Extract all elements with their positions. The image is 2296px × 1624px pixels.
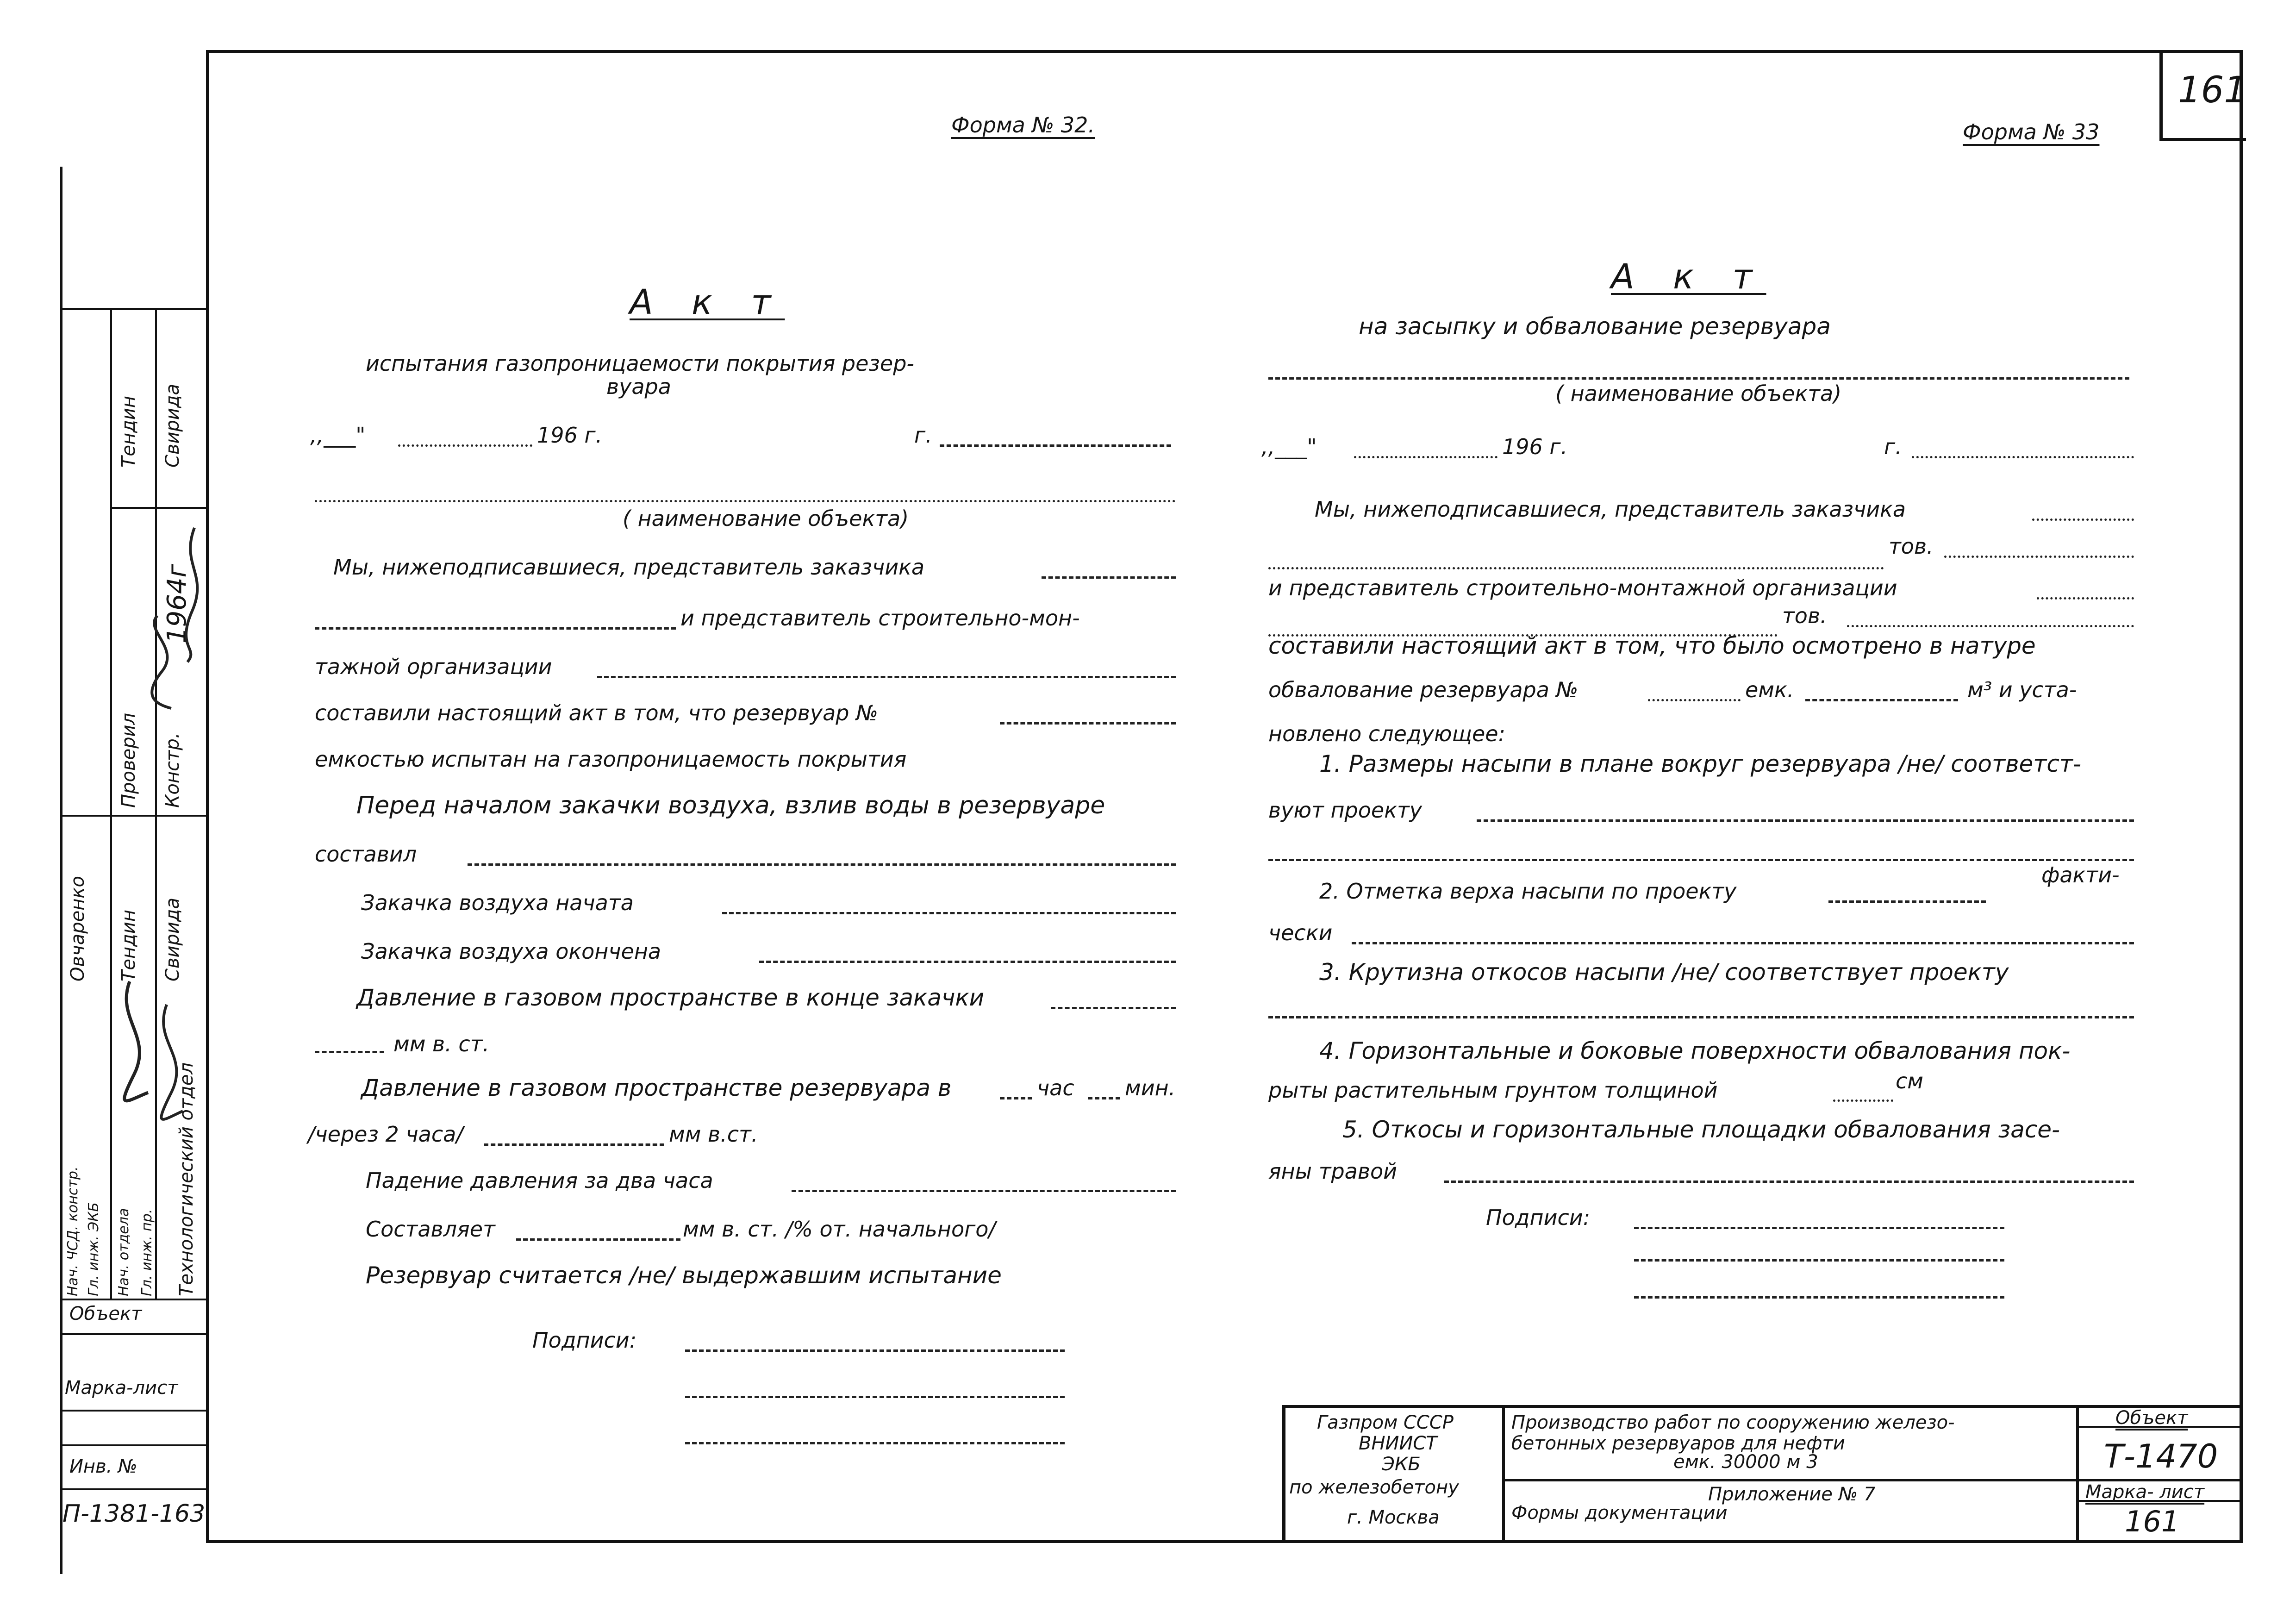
form-33-line-3: и представитель строительно-монтажной организации — [1268, 575, 1897, 600]
form-33-line-5: составили настоящий акт в том, что было осмотрено в натуре — [1268, 632, 2036, 659]
form-32-field-7[interactable] — [468, 863, 1176, 866]
form-32-city-field[interactable] — [940, 444, 1171, 447]
title-objekt-value: Т-1470 — [2104, 1437, 2218, 1475]
form-33-line-11: вуют проекту — [1268, 798, 1422, 823]
form-33-line-13: факти- — [2041, 862, 2120, 887]
form-32-line-13: час — [1037, 1075, 1074, 1100]
stamp-role-4: Гл. инж. пр. — [139, 1209, 155, 1296]
form-33-line-20: яны травой — [1268, 1159, 1398, 1184]
form-32-field-9[interactable] — [759, 961, 1176, 963]
form-32-line-6: Перед началом закачки воздуха, взлив воды в резервуаре — [356, 792, 1105, 819]
form-32-field-17[interactable] — [792, 1190, 1176, 1192]
form-32-signature-3[interactable] — [685, 1442, 1065, 1444]
form-32-field-10[interactable] — [1051, 1007, 1176, 1009]
stamp-objekt: Объект — [69, 1303, 142, 1324]
form-32-date-field[interactable] — [398, 444, 532, 447]
form-33-signature-1[interactable] — [1634, 1227, 2004, 1229]
form-33-date-prefix: ,,___" — [1261, 434, 1317, 459]
form-32-label: Форма № 32. — [951, 112, 1095, 137]
form-33-city: г. — [1884, 434, 1902, 459]
form-33-line-12: 2. Отметка верха насыпи по проекту — [1319, 879, 1737, 904]
form-33-line-10: 1. Размеры насыпи в плане вокруг резервуара /не/ соответст- — [1319, 750, 2082, 777]
form-32-field-3[interactable] — [597, 676, 1176, 678]
stamp-row-7 — [60, 1488, 206, 1490]
stamp-role-1: Нач. ЧСД. констр. — [65, 1166, 81, 1296]
form-33-field-2[interactable] — [1268, 567, 1884, 569]
form-32-line-5: емкостью испытан на газопроницаемость покрытия — [315, 747, 907, 772]
form-33-field-14[interactable] — [1352, 942, 2134, 944]
form-32-line-15: /через 2 часа/ — [308, 1122, 463, 1147]
form-33-object-label: ( наименование объекта) — [1555, 381, 1842, 406]
stamp-role-2: Гл. инж. ЭКБ — [86, 1202, 102, 1296]
form-32-title: А к т — [630, 282, 785, 322]
form-33-field-3[interactable] — [2037, 597, 2134, 600]
stamp-signatures — [60, 509, 206, 1296]
form-32-line-2: и представитель строительно-мон- — [680, 606, 1080, 631]
stamp-year: 1964г — [162, 564, 192, 643]
form-33-field-capacity[interactable] — [1805, 699, 1958, 701]
form-32-line-10: Давление в газовом пространстве в конце закачки — [356, 984, 985, 1011]
form-33-line-7: емк. — [1745, 677, 1794, 702]
stamp-marka-list: Марка-лист — [65, 1377, 178, 1399]
form-32-object-label: ( наименование объекта) — [623, 506, 909, 531]
form-33-field-17[interactable] — [1833, 1099, 1893, 1102]
form-33-line-15: 3. Крутизна откосов насыпи /не/ соответствует проекту — [1319, 959, 2009, 986]
title-desc-2: бетонных резервуаров для нефти — [1511, 1433, 1845, 1454]
form-32-subtitle-1: испытания газопроницаемости покрытия резер- — [366, 351, 914, 376]
doc-code: П-1381-163 — [62, 1500, 206, 1528]
title-org-1: Газпром СССР — [1317, 1412, 1454, 1433]
stamp-name-ovcharenko: Овчаренко — [67, 876, 88, 981]
form-33-line-2: тов. — [1889, 534, 1934, 559]
title-forms: Формы документации — [1511, 1502, 1728, 1524]
form-33-field-reservoir[interactable] — [1648, 699, 1741, 701]
form-32-line-8: Закачка воздуха начата — [361, 890, 634, 915]
form-33-line-16: 4. Горизонтальные и боковые поверхности обвалования пок- — [1319, 1037, 2071, 1064]
stamp-inv: Инв. № — [69, 1456, 137, 1477]
stamp-name-tendin: Тендин — [118, 396, 139, 468]
title-org-4: по железобетону — [1289, 1477, 1459, 1498]
form-32-line-14: мин. — [1125, 1075, 1176, 1100]
form-32-year: 196 г. — [537, 423, 603, 448]
title-org-3: ЭКБ — [1382, 1454, 1421, 1475]
form-33-field-12[interactable] — [1828, 900, 1986, 903]
form-33-title: А к т — [1611, 257, 1766, 297]
form-32-line-3: тажной организации — [315, 654, 552, 679]
form-33-line-6: обвалование резервуара № — [1268, 677, 1578, 702]
title-desc-3: емк. 30000 м 3 — [1673, 1451, 1818, 1473]
form-32-field-1[interactable] — [1042, 576, 1176, 579]
form-33-field-11b[interactable] — [1268, 859, 2134, 861]
form-33-signatures-label: Подписи: — [1486, 1205, 1591, 1230]
form-32-date-prefix: ,,___" — [310, 423, 366, 448]
stamp-row-4 — [60, 1333, 206, 1335]
form-33-label: Форма № 33 — [1963, 119, 2100, 144]
stamp-label-checked: Проверил — [118, 712, 139, 808]
form-33-line-17: рыты растительным грунтом толщиной — [1268, 1078, 1718, 1103]
form-32-signature-1[interactable] — [685, 1349, 1065, 1352]
stamp-name-tendin-2: Тендин — [118, 910, 139, 981]
form-32-object-field[interactable] — [315, 500, 1176, 502]
title-org-5: г. Москва — [1347, 1507, 1440, 1528]
form-33-line-19: 5. Откосы и горизонтальные площадки обвалования засе- — [1342, 1116, 2060, 1143]
form-32-line-11: мм в. ст. — [393, 1031, 490, 1056]
title-marka-label: Марка- лист — [2085, 1481, 2205, 1503]
form-33-line-8: м³ и уста- — [1967, 677, 2077, 702]
form-33-line-9: новлено следующее: — [1268, 721, 1506, 746]
stamp-row-3 — [60, 1299, 206, 1300]
form-33-field-15[interactable] — [1268, 1016, 2134, 1018]
form-32-line-12: Давление в газовом пространстве резервуара в — [361, 1074, 952, 1101]
form-32-subtitle-2: вуара — [606, 374, 671, 399]
form-32-line-18: Составляет — [366, 1217, 495, 1242]
stamp-row-5 — [60, 1410, 206, 1412]
page-number: 161 — [2178, 69, 2247, 111]
form-32-field-minutes[interactable] — [1088, 1097, 1120, 1099]
form-32-line-17: Падение давления за два часа — [366, 1168, 713, 1193]
form-32-line-1: Мы, нижеподписавшиеся, представитель заказчика — [333, 555, 925, 580]
form-32-field-hours[interactable] — [1000, 1097, 1032, 1099]
form-32-field-8[interactable] — [722, 912, 1176, 914]
form-32-line-20: Резервуар считается /не/ выдержавшим испытание — [366, 1262, 1002, 1289]
form-32-field-4[interactable] — [1000, 722, 1176, 725]
stamp-name-svirida-2: Свирида — [162, 897, 183, 981]
form-33-city-field[interactable] — [1912, 456, 2134, 458]
stamp-label-constr: Констр. — [162, 732, 183, 808]
form-32-field-2[interactable] — [315, 627, 676, 630]
form-33-field-1[interactable] — [2032, 518, 2134, 521]
title-objekt-label: Объект — [2115, 1407, 2188, 1429]
form-32-line-4: составили настоящий акт в том, что резервуар № — [315, 700, 878, 725]
form-32-field-15[interactable] — [484, 1143, 664, 1146]
title-desc-1: Производство работ по сооружению железо- — [1511, 1412, 1955, 1433]
form-33-line-4: тов. — [1782, 603, 1827, 628]
stamp-row-6 — [60, 1444, 206, 1446]
stamp-name-svirida: Свирида — [162, 383, 183, 468]
form-33-signature-2[interactable] — [1634, 1259, 2004, 1262]
form-33-line-18: см — [1896, 1068, 1923, 1093]
form-32-signature-2[interactable] — [685, 1396, 1065, 1398]
form-33-field-2b[interactable] — [1944, 556, 2134, 558]
stamp-department: Технологический отдел — [176, 1062, 197, 1296]
form-33-line-1: Мы, нижеподписавшиеся, представитель заказчика — [1315, 497, 1906, 522]
form-32-field-18[interactable] — [516, 1238, 680, 1241]
form-32-signatures-label: Подписи: — [532, 1328, 637, 1353]
title-marka-value: 161 — [2125, 1505, 2180, 1538]
title-block-col-1 — [1502, 1405, 1505, 1543]
form-33-signature-3[interactable] — [1634, 1296, 2004, 1299]
form-33-line-14: чески — [1268, 920, 1333, 945]
form-32-field-11[interactable] — [315, 1051, 384, 1053]
stamp-top-line — [60, 308, 206, 310]
form-32-line-16: мм в.ст. — [669, 1122, 758, 1147]
stamp-row-1 — [110, 507, 206, 509]
form-33-field-20[interactable] — [1444, 1181, 2134, 1183]
form-32-city: г. — [914, 423, 932, 448]
form-32-line-19: мм в. ст. /% от. начального/ — [683, 1217, 996, 1242]
title-annex: Приложение № 7 — [1708, 1484, 1876, 1505]
form-33-field-11[interactable] — [1477, 819, 2134, 822]
stamp-role-3: Нач. отдела — [116, 1208, 132, 1296]
form-32-line-9: Закачка воздуха окончена — [361, 939, 661, 964]
form-32-line-7: составил — [315, 842, 417, 867]
form-33-field-4b[interactable] — [1847, 625, 2134, 627]
form-33-year: 196 г. — [1502, 434, 1568, 459]
title-org-2: ВНИИСТ — [1359, 1433, 1437, 1454]
form-33-date-field[interactable] — [1354, 456, 1497, 458]
form-33-subtitle: на засыпку и обвалование резервуара — [1359, 313, 1831, 340]
